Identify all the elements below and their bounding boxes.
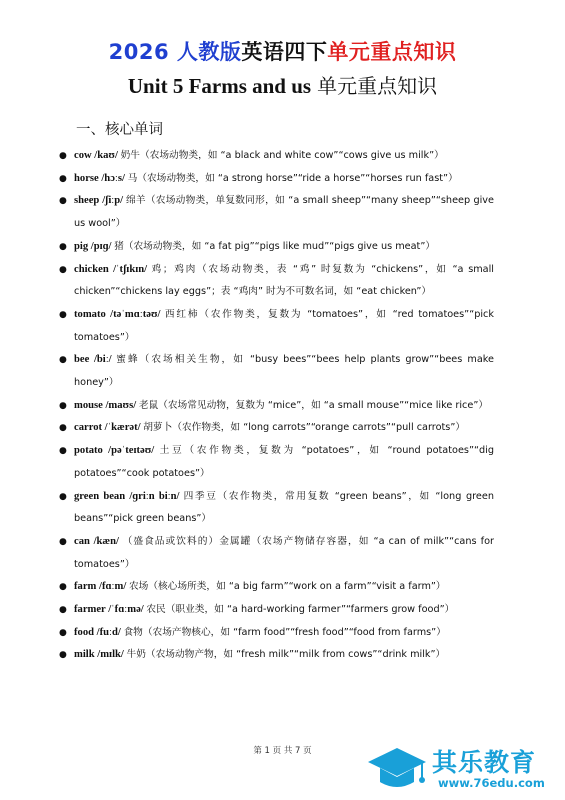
vocab-word: food /fuːd/ [74,626,121,638]
title-subject: 英语四下 [241,40,328,64]
vocab-word: farmer /ˈfɑːmə/ [74,604,144,616]
logo-url: www.76edu.com [438,776,545,790]
vocab-word: potato /pəˈteɪtəʊ/ [74,445,155,457]
bullet-icon: ● [59,173,67,184]
bullet-icon: ● [59,582,67,593]
vocab-item [59,190,494,235]
bullet-icon: ● [59,400,67,411]
bullet-icon: ● [59,536,67,547]
logo-name: 其乐教育 [432,748,537,777]
vocab-definition: 猪（农场动物类，如 “a fat pig”“pigs like mud”“pigs give us meat”） [114,240,436,252]
vocab-definition: 蜜蜂（农场相关生物，如 “busy bees”“bees help plants grow”“bees make honey”） [74,354,494,389]
vocab-item [59,622,494,645]
vocab-item [59,304,494,349]
bullet-icon: ● [59,196,67,207]
vocab-item [59,599,494,622]
vocab-definition: 奶牛（农场动物类，如 “a black and white cow”“cows give us milk”） [120,150,444,161]
vocab-definition: （盛食品或饮料的）金属罐（农场产物储存容器，如 “a can of milk”“cans for tomatoes”） [74,535,494,570]
page-title [0,36,565,66]
unit-title-cn: 单元重点知识 [317,76,438,98]
vocab-word: bee /biː/ [74,354,112,366]
title-edition: 2026 人教版 [108,40,242,64]
bullet-icon: ● [59,309,67,320]
vocab-definition: 食物（农场产物核心，如 “farm food”“fresh food”“food from farms”） [123,626,446,638]
vocab-word: pig /pɪɡ/ [74,240,112,252]
vocab-word: cow /kaʊ/ [74,150,118,161]
vocab-definition: 马（农场动物类，如 “a strong horse”“ride a horse”“horses run fast”） [127,172,458,184]
bullet-icon: ● [59,423,67,434]
bullet-icon: ● [59,605,67,616]
vocab-item [59,440,494,485]
vocab-item [59,236,494,259]
vocab-definition: 鸡；鸡肉（农场动物类，表 “鸡” 时复数为 “chickens”，如 “a small chicken”“chickens lay eggs”；表 “鸡肉” 时为不可数名词，如 “eat chicken”） [74,263,494,298]
vocab-definition: 西红柿（农作物类，复数为 “tomatoes”，如 “red tomatoes”“pick tomatoes”） [74,308,494,343]
vocab-word: milk /mɪlk/ [74,649,124,661]
bullet-icon: ● [59,151,67,161]
vocab-item [59,644,494,667]
vocab-definition: 四季豆（农作物类，常用复数 “green beans”，如 “long green beans”“pick green beans”） [74,490,494,525]
vocab-item [59,259,494,304]
vocab-definition: 土豆（农作物类，复数为 “potatoes”，如 “round potatoes”“dig potatoes”“cook potatoes”） [74,445,494,479]
vocab-word: can /kæn/ [74,535,119,547]
vocab-word: farm /fɑːm/ [74,581,127,593]
bullet-icon: ● [59,650,67,661]
vocab-word: tomato /təˈmɑːtəʊ/ [74,308,161,320]
vocab-item [59,417,494,440]
vocab-definition: 农民（职业类，如 “a hard-working farmer”“farmers grow food”） [146,604,455,616]
bullet-icon: ● [59,446,67,457]
vocab-definition: 胡萝卜（农作物类，如 “long carrots”“orange carrots”“pull carrots”） [143,422,466,434]
bullet-icon: ● [59,355,67,366]
bullet-icon: ● [59,491,67,502]
vocab-word: horse /hɔːs/ [74,172,125,184]
vocab-word: green bean /ɡriːn biːn/ [74,490,180,502]
vocab-definition: 牛奶（农场动物产物，如 “fresh milk”“milk from cows”“drink milk”） [126,649,446,661]
unit-title-en: Unit 5 Farms and us [127,74,312,98]
vocab-item [59,531,494,576]
vocab-word: mouse /maʊs/ [74,399,137,411]
graduation-cap-icon [366,744,428,792]
vocab-word: chicken /ˈtʃɪkɪn/ [74,263,148,275]
vocab-item [59,145,494,168]
vocab-word: sheep /ʃiːp/ [74,195,124,207]
vocab-item [59,486,494,531]
vocab-item [59,168,494,191]
vocab-definition: 绵羊（农场动物类，单复数同形，如 “a small sheep”“many sheep”“sheep give us wool”） [74,195,494,230]
bullet-icon: ● [59,627,67,638]
vocab-item [59,349,494,394]
section-heading: 一、核心单词 [76,122,163,138]
logo [366,740,562,796]
title-topic: 单元重点知识 [327,40,457,64]
vocab-list [59,145,494,667]
bullet-icon: ● [59,241,67,252]
bullet-icon: ● [59,264,67,275]
vocab-word: carrot /ˈkærət/ [74,422,141,434]
page-number: 第 1 页 共 7 页 [253,746,312,756]
vocab-definition: 老鼠（农场常见动物，复数为 “mice”，如 “a small mouse”“mice like rice”） [138,399,489,411]
vocab-item [59,395,494,418]
vocab-item [59,576,494,599]
vocab-definition: 农场（核心场所类，如 “a big farm”“work on a farm”“visit a farm”） [128,581,446,593]
unit-subtitle [0,70,565,99]
